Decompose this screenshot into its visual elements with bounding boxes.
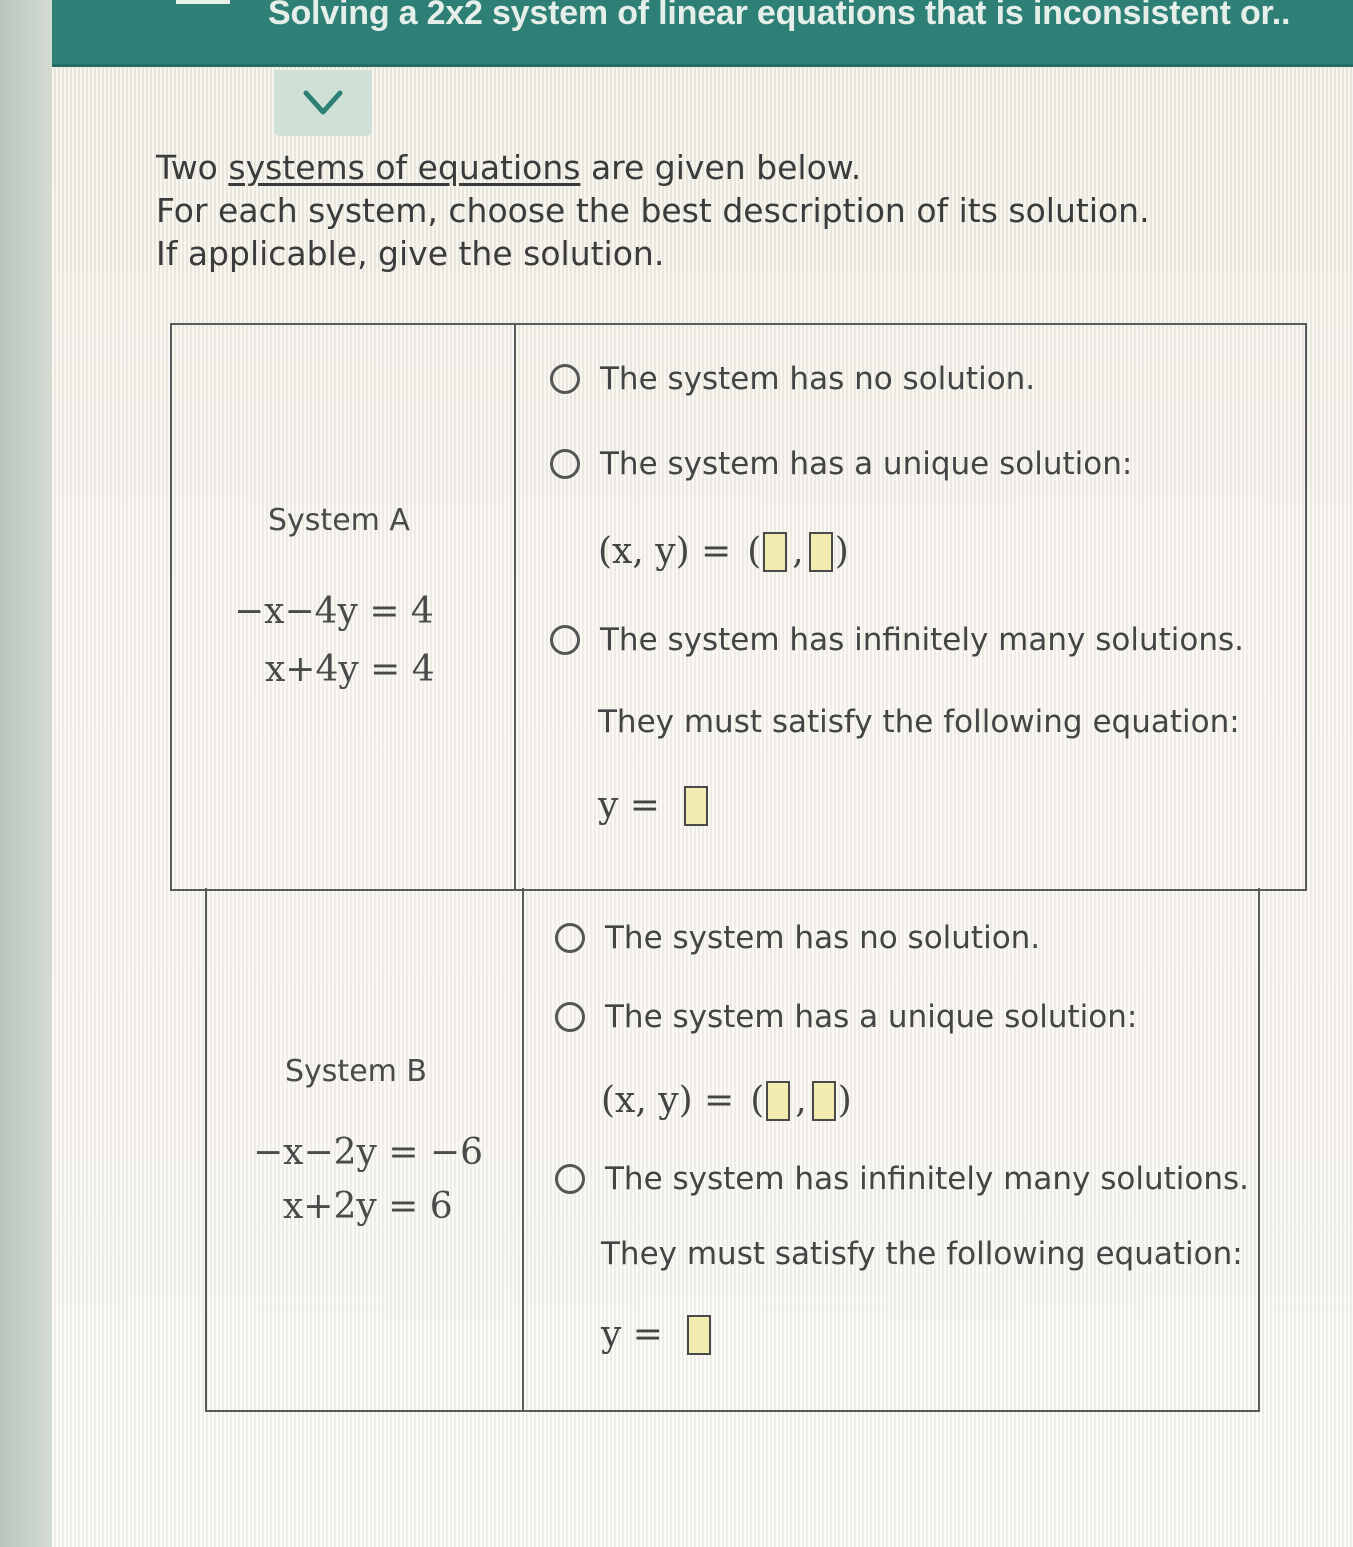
system-a-infinite-note: They must satisfy the following equation: bbox=[598, 704, 1240, 740]
system-b-row bbox=[205, 888, 1260, 1412]
system-b-x-input[interactable] bbox=[766, 1081, 790, 1121]
system-b-option-no-solution[interactable]: The system has no solution. bbox=[555, 920, 1040, 956]
system-b-unique-answer: (x, y) = ( , ) bbox=[601, 1080, 852, 1121]
system-a-infinite-answer: y = bbox=[598, 785, 710, 826]
system-b-equation-2: x+2y = 6 bbox=[283, 1186, 453, 1227]
system-a-equation-1: −x−4y = 4 bbox=[234, 591, 434, 632]
instruction-line-3: If applicable, give the solution. bbox=[156, 234, 665, 273]
system-a-x-input[interactable] bbox=[763, 532, 787, 572]
system-a-label: System A bbox=[268, 503, 410, 538]
system-a-option-unique[interactable]: The system has a unique solution: bbox=[550, 446, 1132, 482]
instruction-line-2: For each system, choose the best description of its solution. bbox=[156, 191, 1150, 230]
system-b-option-infinite[interactable]: The system has infinitely many solutions. bbox=[555, 1161, 1249, 1197]
header-bar bbox=[52, 0, 1353, 67]
instruction-line-1: Two systems of equations are given below. bbox=[156, 148, 862, 187]
system-b-equation-1: −x−2y = −6 bbox=[253, 1132, 483, 1173]
system-a-row bbox=[170, 323, 1307, 891]
page-title: Solving a 2x2 system of linear equations that is inconsistent or.. bbox=[268, 0, 1291, 32]
system-b-infinite-note: They must satisfy the following equation: bbox=[601, 1236, 1243, 1272]
instructions bbox=[156, 146, 1150, 275]
radio-button[interactable] bbox=[555, 1164, 585, 1194]
system-b-y-expression-input[interactable] bbox=[687, 1315, 711, 1355]
system-b-label: System B bbox=[285, 1054, 427, 1089]
system-b-infinite-answer: y = bbox=[601, 1314, 713, 1355]
glossary-link[interactable]: systems of equations bbox=[228, 148, 581, 187]
chevron-down-icon bbox=[303, 90, 343, 116]
menu-mark bbox=[176, 0, 230, 4]
collapse-button[interactable] bbox=[274, 70, 372, 136]
radio-button[interactable] bbox=[550, 449, 580, 479]
system-b-y-input[interactable] bbox=[812, 1081, 836, 1121]
system-a-equation-2: x+4y = 4 bbox=[265, 649, 435, 690]
radio-button[interactable] bbox=[555, 923, 585, 953]
radio-button[interactable] bbox=[550, 625, 580, 655]
system-a-y-expression-input[interactable] bbox=[684, 786, 708, 826]
system-a-unique-answer: (x, y) = ( , ) bbox=[598, 531, 849, 572]
system-a-option-no-solution[interactable]: The system has no solution. bbox=[550, 361, 1035, 397]
system-a-option-infinite[interactable]: The system has infinitely many solutions. bbox=[550, 622, 1244, 658]
radio-button[interactable] bbox=[555, 1002, 585, 1032]
radio-button[interactable] bbox=[550, 364, 580, 394]
system-a-y-input[interactable] bbox=[809, 532, 833, 572]
system-b-option-unique[interactable]: The system has a unique solution: bbox=[555, 999, 1137, 1035]
